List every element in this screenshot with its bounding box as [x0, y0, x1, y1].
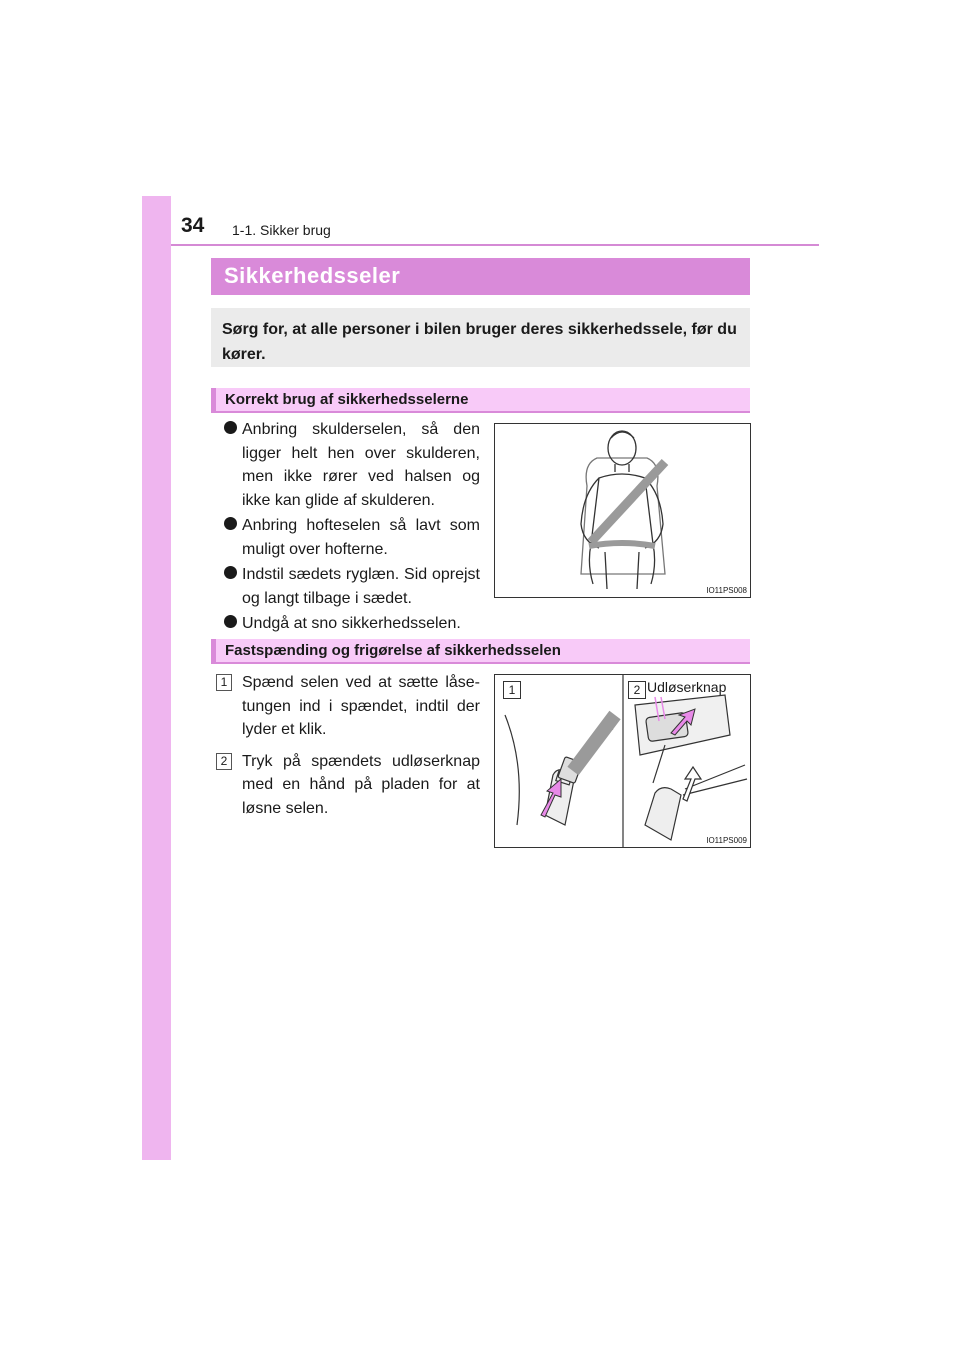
step-number: 1	[216, 674, 232, 691]
section-heading-text: Fastspænding og frigørelse af sikkerhedsselen	[225, 642, 561, 659]
step-item	[216, 750, 480, 821]
step-text: Spænd selen ved at sætte låse-tungen ind i spændet, indtil der lyder et klik.	[242, 674, 480, 738]
seated-person-drawing	[495, 424, 750, 597]
section-heading-text: Korrekt brug af sikkerhedsselerne	[225, 391, 469, 408]
step-list	[216, 671, 480, 828]
running-head: 1-1. Sikker brug	[232, 222, 331, 238]
buckle-drawing	[495, 675, 750, 847]
list-item-text: Indstil sædets ryglæn. Sid oprejst og langt tilbage i sædet.	[242, 566, 480, 607]
side-tab-bar	[142, 196, 171, 1160]
list-item	[222, 514, 480, 561]
release-button-label: Udløserknap	[647, 679, 727, 695]
page-number: 34	[181, 214, 205, 237]
seatbelt-posture-illustration	[494, 423, 751, 598]
list-item	[222, 418, 480, 512]
list-item-text: Anbring hofteselen så lavt som muligt over hofterne.	[242, 517, 480, 558]
header-rule	[171, 244, 819, 246]
list-item-text: Anbring skulderselen, så den ligger helt hen over skulderen, men ikke rører ved halsen og ikke kan glide af skulderen.	[242, 421, 480, 509]
figure-code: IO11PS008	[706, 586, 747, 595]
list-item	[222, 563, 480, 610]
figure-code: IO11PS009	[706, 836, 747, 845]
step-item	[216, 671, 480, 742]
title-banner	[211, 258, 750, 295]
step-number: 2	[216, 753, 232, 770]
section-heading-correct-use	[211, 388, 750, 413]
bullet-icon	[224, 566, 237, 579]
bullet-icon	[224, 517, 237, 530]
intro-text: Sørg for, at alle personer i bilen bruger deres sikkerhedssele, før du kører.	[222, 321, 737, 363]
figure-panel-number: 1	[503, 681, 521, 699]
section-heading-fasten-release	[211, 639, 750, 664]
page-title: Sikkerhedsseler	[224, 263, 401, 288]
intro-box	[211, 308, 750, 367]
list-item	[222, 612, 480, 636]
bullet-icon	[224, 421, 237, 434]
step-text: Tryk på spændets udløserknap med en hånd på pladen for at løsne selen.	[242, 752, 480, 817]
figure-panel-number: 2	[628, 681, 646, 699]
buckle-illustration	[494, 674, 751, 848]
bullet-icon	[224, 615, 237, 628]
list-item-text: Undgå at sno sikkerhedsselen.	[242, 615, 461, 632]
bullet-list	[222, 418, 480, 638]
